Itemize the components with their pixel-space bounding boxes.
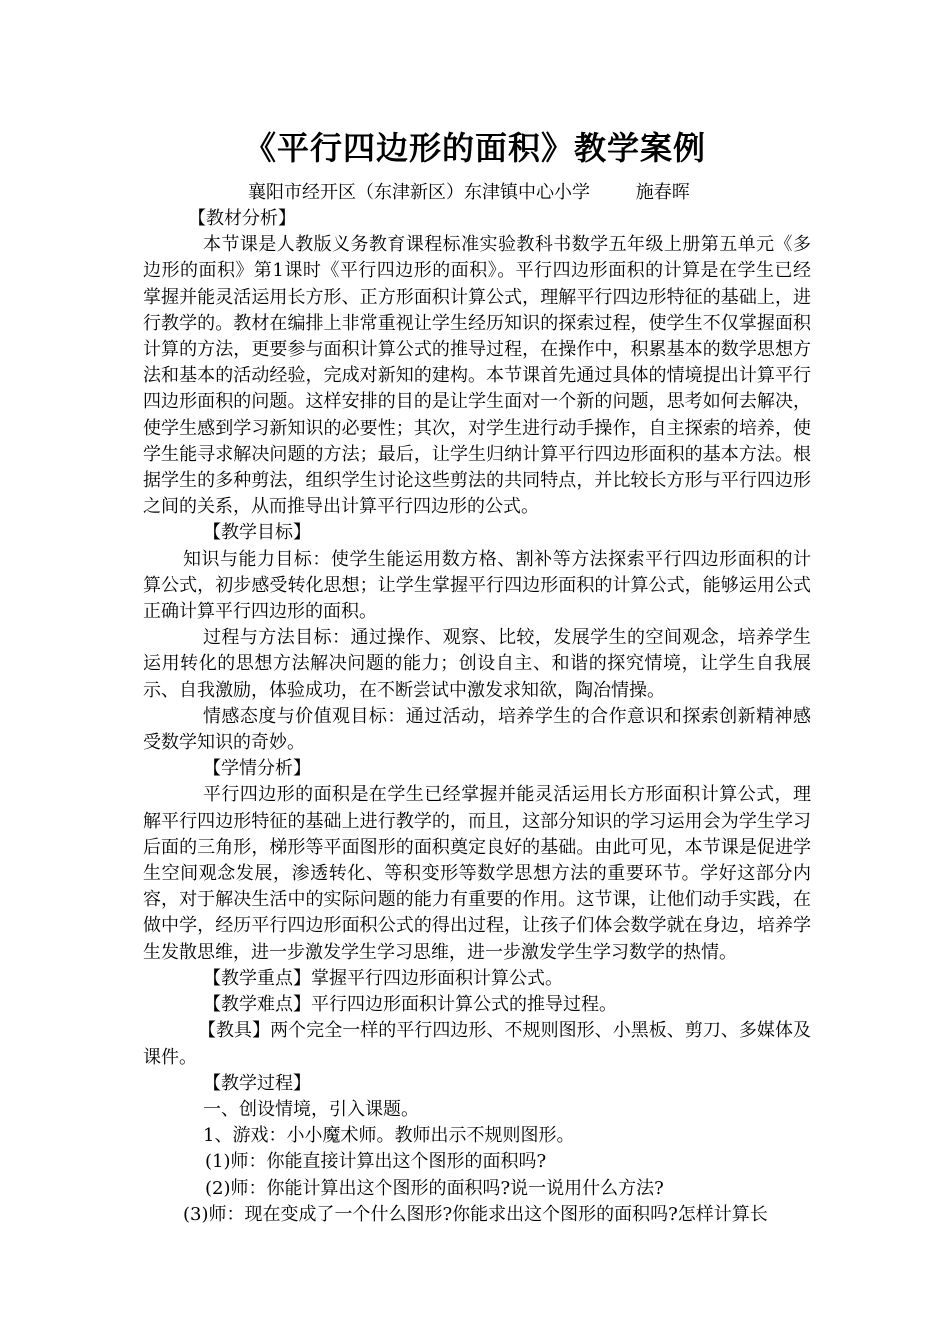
question-1: (1)师：你能直接计算出这个图形的面积吗? — [205, 1151, 547, 1173]
author-line: 襄阳市经开区（东津新区）东津镇中心小学 施春晖 — [248, 182, 690, 203]
section-heading-goals: 【教学目标】 — [203, 522, 311, 544]
question-2: (2)师：你能计算出这个图形的面积吗?说一说用什么方法? — [205, 1177, 664, 1199]
document-title: 《平行四边形的面积》教学案例 — [243, 129, 706, 167]
paragraph-difficulty: 【教学难点】平行四边形面积计算公式的推导过程。 — [203, 994, 617, 1016]
document-body — [143, 206, 811, 1228]
question-3: (3)师：现在变成了一个什么图形?你能求出这个图形的面积吗?怎样计算长 — [183, 1203, 768, 1225]
paragraph-textbook-analysis: 本节课是人教版义务教育课程标准实验教科书数学五年级上册第五单元《多边形的面积》第1课时《平行四边形的面积》。平行四边形面积的计算是在学生已经掌握并能灵活运用长方形、正方形面积计算公式，理解平行四边形特征的基础上，进行教学的。教材在编排上非常重视让学生经历知识的探索过程，使学生不仅掌握面积计算的方法，更要参与面积计算公式的推导过程，在操作中，积累基本的数学思想方法和基本的活动经验，完成对新知的建构。本节课首先通过具体的情境提出计算平行四边形面积的问题。这样安排的目的是让学生面对一个新的问题，思考如何去解决，使学生感到学习新知识的必要性；其次，对学生进行动手操作，自主探索的培养，使学生能寻求解决问题的方法；最后，让学生归纳计算平行四边形面积的基本方法。根据学生的多种剪法，组织学生讨论这些剪法的共同特点，并比较长方形与平行四边形之间的关系，从而推导出计算平行四边形的公式。 — [143, 234, 811, 518]
section-heading-process: 【教学过程】 — [203, 1072, 311, 1094]
step-one: 一、创设情境，引入课题。 — [203, 1098, 419, 1120]
paragraph-goal-process: 过程与方法目标：通过操作、观察、比较，发展学生的空间观念，培养学生运用转化的思想方法解决问题的能力；创设自主、和谐的探究情境，让学生自我展示、自我激励，体验成功，在不断尝试中激发求知欲，陶冶情操。 — [143, 627, 811, 701]
paragraph-tools: 【教具】两个完全一样的平行四边形、不规则图形、小黑板、剪刀、多媒体及课件。 — [143, 1020, 811, 1068]
paragraph-goal-knowledge: 知识与能力目标：使学生能运用数方格、割补等方法探索平行四边形面积的计算公式，初步感受转化思想；让学生掌握平行四边形面积的计算公式，能够运用公式正确计算平行四边形的面积。 — [143, 548, 811, 623]
paragraph-key-point: 【教学重点】掌握平行四边形面积计算公式。 — [203, 967, 563, 989]
paragraph-student-analysis: 平行四边形的面积是在学生已经掌握并能灵活运用长方形面积计算公式，理解平行四边形特征的基础上进行教学的，而且，这部分知识的学习运用会为学生学习后面的三角形，梯形等平面图形的面积奠定良好的基础。由此可见，本节课是促进学生空间观念发展，渗透转化、等积变形等数学思想方法的重要环节。学好这部分内容，对于解决生活中的实际问题的能力有重要的作用。这节课，让他们动手实践，在做中学，经历平行四边形面积公式的得出过程，让孩子们体会数学就在身边，培养学生发散思维，进一步激发学生学习思维，进一步激发学生学习数学的热情。 — [143, 784, 811, 963]
paragraph-goal-emotion: 情感态度与价值观目标：通过活动，培养学生的合作意识和探索创新精神感受数学知识的奇妙。 — [143, 705, 811, 754]
section-heading-students: 【学情分析】 — [203, 758, 311, 780]
section-heading-textbook: 【教材分析】 — [188, 208, 296, 229]
step-game: 1、游戏：小小魔术师。教师出示不规则图形。 — [203, 1125, 575, 1147]
